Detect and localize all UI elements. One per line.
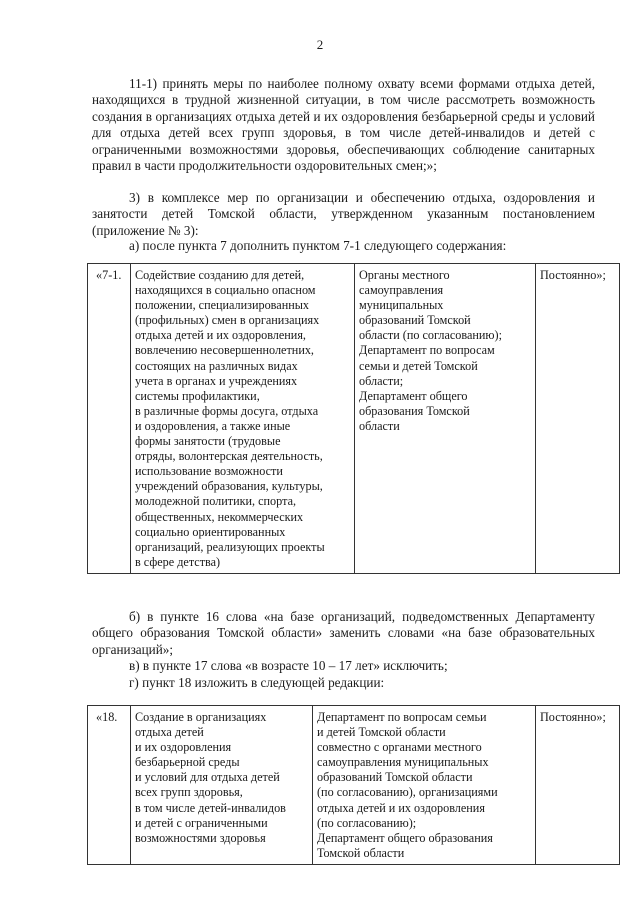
cell-line: безбарьерной среды <box>135 755 240 770</box>
cell-line: и оздоровления, а также иные <box>135 418 291 433</box>
table-row <box>88 264 620 574</box>
table-row <box>88 706 620 865</box>
cell-line: области <box>359 418 400 433</box>
cell-line: образований Томской области <box>317 770 473 785</box>
executor-cell <box>313 706 536 865</box>
cell-line: положении, специализированных <box>135 298 310 313</box>
paragraph-a <box>92 238 595 254</box>
paragraph-g-text: г) пункт 18 изложить в следующей редакции: <box>129 675 385 690</box>
item-number: «7-1. <box>88 264 131 574</box>
term-cell: Постоянно»; <box>536 706 620 865</box>
cell-line: Содействие созданию для детей, <box>135 268 305 282</box>
cell-line: (по согласованию); <box>317 815 417 830</box>
cell-line: Департамент по вопросам семьи <box>317 710 487 724</box>
cell-line: муниципальных <box>359 298 444 313</box>
cell-line: области (по согласованию); <box>359 328 502 343</box>
paragraph-a-text: а) после пункта 7 дополнить пунктом 7-1 следующего содержания: <box>129 238 507 253</box>
paragraph-g <box>92 675 595 691</box>
paragraph-11-1-text: 11-1) принять меры по наиболее полному охвату всеми формами отдыха детей, находящихся в трудной жизненной ситуации, в том числе рассмотреть возможность создания в организациях отдыха детей и их оздоровления безбарьерной среды и условий для отдыха детей всех групп здоровья, в том числе детей-инвалидов и детей с ограниченными возможностями здоровья, обеспечивающих соблюдение санитарных правил в части продолжительности оздоровительных смен;»; <box>92 76 595 174</box>
paragraph-v-text: в) в пункте 17 слова «в возрасте 10 – 17 лет» исключить; <box>129 658 448 673</box>
cell-line: (по согласованию), организациями <box>317 785 498 800</box>
cell-line: образований Томской <box>359 313 471 328</box>
executor-cell <box>355 264 536 574</box>
cell-line: (профильных) смен в организациях <box>135 313 320 328</box>
cell-line: формы занятости (трудовые <box>135 434 281 449</box>
cell-line: в сфере детства) <box>135 554 221 569</box>
cell-line: Департамент общего <box>359 388 468 403</box>
cell-line: учреждений образования, культуры, <box>135 479 323 494</box>
cell-line: Томской области <box>317 845 405 860</box>
measure-cell <box>131 264 355 574</box>
cell-line: и детей Томской области <box>317 725 446 740</box>
cell-line: в различные формы досуга, отдыха <box>135 403 319 418</box>
cell-line: отдыха детей и их оздоровления, <box>135 328 306 343</box>
cell-line: общественных, некоммерческих <box>135 509 304 524</box>
paragraph-b-text: б) в пункте 16 слова «на базе организаций, подведомственных Департаменту общего образования Томской области» заменить словами «на базе образовательных организаций»; <box>92 609 595 657</box>
paragraph-3-text: 3) в комплексе мер по организации и обеспечению отдыха, оздоровления и занятости детей Томской области, утвержденном указанным постановлением (приложение № 3): <box>92 190 595 238</box>
cell-line: находящихся в социально опасном <box>135 283 316 298</box>
cell-line: и детей с ограниченными <box>135 815 268 830</box>
cell-line: отдыха детей <box>135 725 204 740</box>
cell-line: всех групп здоровья, <box>135 785 243 800</box>
cell-line: вовлечению несовершеннолетних, <box>135 343 314 358</box>
cell-line: состоящих на различных видах <box>135 358 298 373</box>
cell-line: совместно с органами местного <box>317 740 482 755</box>
cell-line: отдыха детей и их оздоровления <box>317 800 485 815</box>
paragraph-11-1 <box>92 76 595 174</box>
cell-line: Департамент общего образования <box>317 830 493 845</box>
paragraph-3 <box>92 190 595 239</box>
measures-table-18 <box>87 705 620 865</box>
paragraph-v <box>92 658 595 674</box>
measure-cell <box>131 706 313 865</box>
cell-line: социально ориентированных <box>135 524 286 539</box>
cell-line: в том числе детей-инвалидов <box>135 800 286 815</box>
cell-line: Департамент по вопросам <box>359 343 495 358</box>
cell-line: самоуправления <box>359 283 444 298</box>
cell-line: учета в органах и учреждениях <box>135 373 298 388</box>
cell-line: отряды, волонтерская деятельность, <box>135 449 323 464</box>
cell-line: использование возможности <box>135 464 283 479</box>
item-number: «18. <box>88 706 131 865</box>
measures-table-7-1 <box>87 263 620 574</box>
cell-line: семьи и детей Томской <box>359 358 478 373</box>
cell-line: и условий для отдыха детей <box>135 770 280 785</box>
cell-line: Органы местного <box>359 268 450 282</box>
page-number: 2 <box>316 37 324 52</box>
cell-line: самоуправления муниципальных <box>317 755 489 770</box>
cell-line: образования Томской <box>359 403 470 418</box>
cell-line: системы профилактики, <box>135 388 260 403</box>
cell-line: Создание в организациях <box>135 710 267 724</box>
cell-line: возможностями здоровья <box>135 830 266 845</box>
term-cell: Постоянно»; <box>536 264 620 574</box>
cell-line: области; <box>359 373 404 388</box>
cell-line: и их оздоровления <box>135 740 232 755</box>
paragraph-b <box>92 609 595 658</box>
cell-line: молодежной политики, спорта, <box>135 494 297 509</box>
cell-line: организаций, реализующих проекты <box>135 539 325 554</box>
